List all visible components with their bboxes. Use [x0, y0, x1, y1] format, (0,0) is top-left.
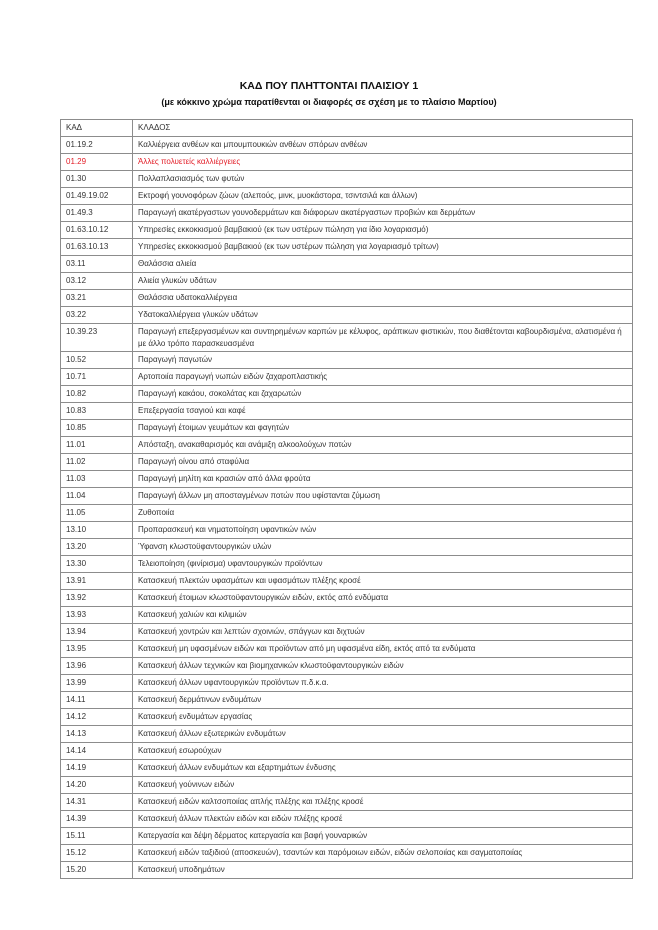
sector-cell: Υπηρεσίες εκκοκκισμού βαμβακιού (εκ των υστέρων πώληση για ίδιο λογαριασμό): [133, 222, 633, 239]
table-row: [61, 777, 633, 794]
kad-code-cell: 03.22: [61, 307, 133, 324]
sector-cell: Κατασκευή εσωρούχων: [133, 743, 633, 760]
kad-code-cell: 10.82: [61, 386, 133, 403]
table-row: [61, 171, 633, 188]
table-row: [61, 437, 633, 454]
table-row: [61, 403, 633, 420]
table-row: [61, 794, 633, 811]
kad-code-cell: 14.12: [61, 709, 133, 726]
table-row: [61, 845, 633, 862]
sector-cell: Θαλάσσια αλιεία: [133, 256, 633, 273]
sector-cell: Ζυθοποιία: [133, 505, 633, 522]
table-row: [61, 556, 633, 573]
sector-cell: Κατασκευή υποδημάτων: [133, 862, 633, 879]
kad-code-cell: 13.92: [61, 590, 133, 607]
header-kad: ΚΑΔ: [61, 120, 133, 137]
sector-cell: Επεξεργασία τσαγιού και καφέ: [133, 403, 633, 420]
kad-code-cell: 11.04: [61, 488, 133, 505]
table-row: [61, 573, 633, 590]
kad-code-cell: 10.52: [61, 352, 133, 369]
table-row: [61, 522, 633, 539]
table-row: [61, 539, 633, 556]
table-row: [61, 828, 633, 845]
sector-cell: Κατασκευή ενδυμάτων εργασίας: [133, 709, 633, 726]
table-body: [61, 137, 633, 879]
table-row: [61, 420, 633, 437]
kad-code-cell: 11.01: [61, 437, 133, 454]
table-row: [61, 454, 633, 471]
sector-cell: Αλιεία γλυκών υδάτων: [133, 273, 633, 290]
sector-cell: Κατασκευή άλλων υφαντουργικών προϊόντων π.δ.κ.α.: [133, 675, 633, 692]
sector-cell: Κατασκευή άλλων τεχνικών και βιομηχανικών κλωστοϋφαντουργικών ειδών: [133, 658, 633, 675]
kad-code-cell: 15.12: [61, 845, 133, 862]
kad-code-cell: 11.05: [61, 505, 133, 522]
sector-cell: Κατασκευή άλλων ενδυμάτων και εξαρτημάτων ένδυσης: [133, 760, 633, 777]
table-row: [61, 471, 633, 488]
sector-cell: Απόσταξη, ανακαθαρισμός και ανάμιξη αλκοολούχων ποτών: [133, 437, 633, 454]
table-row: [61, 273, 633, 290]
sector-cell: Παραγωγή μηλίτη και κρασιών από άλλα φρούτα: [133, 471, 633, 488]
kad-code-cell: 10.83: [61, 403, 133, 420]
kad-code-cell: 10.85: [61, 420, 133, 437]
kad-code-cell: 13.95: [61, 641, 133, 658]
table-row: [61, 624, 633, 641]
sector-cell: Παραγωγή έτοιμων γευμάτων και φαγητών: [133, 420, 633, 437]
sector-cell: Κατασκευή πλεκτών υφασμάτων και υφασμάτων πλέξης κροσέ: [133, 573, 633, 590]
table-row: [61, 488, 633, 505]
sector-cell: Καλλιέργεια ανθέων και μπουμπουκιών ανθέων σπόρων ανθέων: [133, 137, 633, 154]
table-row: [61, 590, 633, 607]
sector-cell: Άλλες πολυετείς καλλιέργειες: [133, 154, 633, 171]
table-row: [61, 256, 633, 273]
sector-cell: Κατασκευή χοντρών και λεπτών σχοινιών, σπάγγων και διχτυών: [133, 624, 633, 641]
header-sector: ΚΛΑΔΟΣ: [133, 120, 633, 137]
sector-cell: Ύφανση κλωστοϋφαντουργικών υλών: [133, 539, 633, 556]
sector-cell: Πολλαπλασιασμός των φυτών: [133, 171, 633, 188]
sector-cell: Κατασκευή γούνινων ειδών: [133, 777, 633, 794]
kad-code-cell: 13.91: [61, 573, 133, 590]
kad-code-cell: 01.19.2: [61, 137, 133, 154]
kad-code-cell: 13.96: [61, 658, 133, 675]
table-row: [61, 607, 633, 624]
table-row: [61, 137, 633, 154]
kad-code-cell: 13.93: [61, 607, 133, 624]
kad-code-cell: 11.02: [61, 454, 133, 471]
document-title: ΚΑΔ ΠΟΥ ΠΛΗΤΤΟΝΤΑΙ ΠΛΑΙΣΙΟΥ 1: [239, 80, 419, 92]
table-row: [61, 641, 633, 658]
kad-code-cell: 15.20: [61, 862, 133, 879]
table-row: [61, 369, 633, 386]
sector-cell: Κατασκευή έτοιμων κλωστοϋφαντουργικών ειδών, εκτός από ενδύματα: [133, 590, 633, 607]
table-row: [61, 675, 633, 692]
sector-cell: Παραγωγή επεξεργασμένων και συντηρημένων καρπών με κέλυφος, αράπικων φιστικιών, που διαθέτονται καβουρδισμένα, αλατισμένα ή με άλλο τρόπο παρασκευασμένα: [133, 324, 633, 352]
sector-cell: Υδατοκαλλιέργεια γλυκών υδάτων: [133, 307, 633, 324]
kad-code-cell: 01.49.19.02: [61, 188, 133, 205]
sector-cell: Κατεργασία και δέψη δέρματος κατεργασία και βαφή γουναρικών: [133, 828, 633, 845]
table-row: [61, 290, 633, 307]
kad-code-cell: 11.03: [61, 471, 133, 488]
table-row: [61, 811, 633, 828]
kad-table: [60, 119, 633, 879]
kad-code-cell: 13.20: [61, 539, 133, 556]
sector-cell: Κατασκευή άλλων εξωτερικών ενδυμάτων: [133, 726, 633, 743]
kad-code-cell: 10.71: [61, 369, 133, 386]
table-row: [61, 352, 633, 369]
sector-cell: Αρτοποιία παραγωγή νωπών ειδών ζαχαροπλαστικής: [133, 369, 633, 386]
kad-code-cell: 03.11: [61, 256, 133, 273]
sector-cell: Παραγωγή άλλων μη αποσταγμένων ποτών που υφίστανται ζύμωση: [133, 488, 633, 505]
table-row: [61, 658, 633, 675]
sector-cell: Κατασκευή χαλιών και κιλιμιών: [133, 607, 633, 624]
kad-code-cell: 14.11: [61, 692, 133, 709]
table-row: [61, 862, 633, 879]
sector-cell: Τελειοποίηση (φινίρισμα) υφαντουργικών προϊόντων: [133, 556, 633, 573]
sector-cell: Προπαρασκευή και νηματοποίηση υφαντικών ινών: [133, 522, 633, 539]
kad-code-cell: 14.14: [61, 743, 133, 760]
kad-code-cell: 10.39.23: [61, 324, 133, 352]
table-row: [61, 205, 633, 222]
sector-cell: Κατασκευή δερμάτινων ενδυμάτων: [133, 692, 633, 709]
kad-code-cell: 13.99: [61, 675, 133, 692]
kad-code-cell: 13.30: [61, 556, 133, 573]
kad-code-cell: 01.49.3: [61, 205, 133, 222]
sector-cell: Θαλάσσια υδατοκαλλιέργεια: [133, 290, 633, 307]
table-row: [61, 222, 633, 239]
sector-cell: Παραγωγή οίνου από σταφύλια: [133, 454, 633, 471]
table-row: [61, 188, 633, 205]
document-subtitle: (με κόκκινο χρώμα παρατίθενται οι διαφορές σε σχέση με το πλαίσιο Μαρτίου): [161, 97, 497, 107]
sector-cell: Παραγωγή κακάου, σοκολάτας και ζαχαρωτών: [133, 386, 633, 403]
kad-code-cell: 03.21: [61, 290, 133, 307]
kad-code-cell: 13.10: [61, 522, 133, 539]
sector-cell: Εκτροφή γουνοφόρων ζώων (αλεπούς, μινκ, μυοκάστορα, τσιντσιλά και άλλων): [133, 188, 633, 205]
sector-cell: Κατασκευή ειδών ταξιδιού (αποσκευών), τσαντών και παρόμοιων ειδών, ειδών σελοποιίας και σαγματοποιίας: [133, 845, 633, 862]
kad-code-cell: 03.12: [61, 273, 133, 290]
kad-code-cell: 14.39: [61, 811, 133, 828]
table-row: [61, 692, 633, 709]
table-row: [61, 154, 633, 171]
kad-code-cell: 14.31: [61, 794, 133, 811]
sector-cell: Κατασκευή ειδών καλτσοποιίας απλής πλέξης και πλέξης κροσέ: [133, 794, 633, 811]
sector-cell: Κατασκευή μη υφασμένων ειδών και προϊόντων από μη υφασμένα είδη, εκτός από τα ενδύματα: [133, 641, 633, 658]
sector-cell: Παραγωγή ακατέργαστων γουνοδερμάτων και διάφορων ακατέργαστων προβιών και δερμάτων: [133, 205, 633, 222]
table-row: [61, 307, 633, 324]
sector-cell: Υπηρεσίες εκκοκκισμού βαμβακιού (εκ των υστέρων πώληση για λογαριασμό τρίτων): [133, 239, 633, 256]
table-row: [61, 726, 633, 743]
kad-code-cell: 01.29: [61, 154, 133, 171]
kad-code-cell: 01.30: [61, 171, 133, 188]
kad-code-cell: 14.19: [61, 760, 133, 777]
table-header-row: [61, 120, 633, 137]
table-row: [61, 505, 633, 522]
sector-cell: Παραγωγή παγωτών: [133, 352, 633, 369]
kad-code-cell: 13.94: [61, 624, 133, 641]
table-row: [61, 743, 633, 760]
kad-code-cell: 15.11: [61, 828, 133, 845]
table-row: [61, 709, 633, 726]
table-row: [61, 760, 633, 777]
table-row: [61, 324, 633, 352]
kad-code-cell: 14.13: [61, 726, 133, 743]
kad-code-cell: 14.20: [61, 777, 133, 794]
sector-cell: Κατασκευή άλλων πλεκτών ειδών και ειδών πλέξης κροσέ: [133, 811, 633, 828]
kad-code-cell: 01.63.10.12: [61, 222, 133, 239]
kad-code-cell: 01.63.10.13: [61, 239, 133, 256]
table-row: [61, 386, 633, 403]
table-row: [61, 239, 633, 256]
